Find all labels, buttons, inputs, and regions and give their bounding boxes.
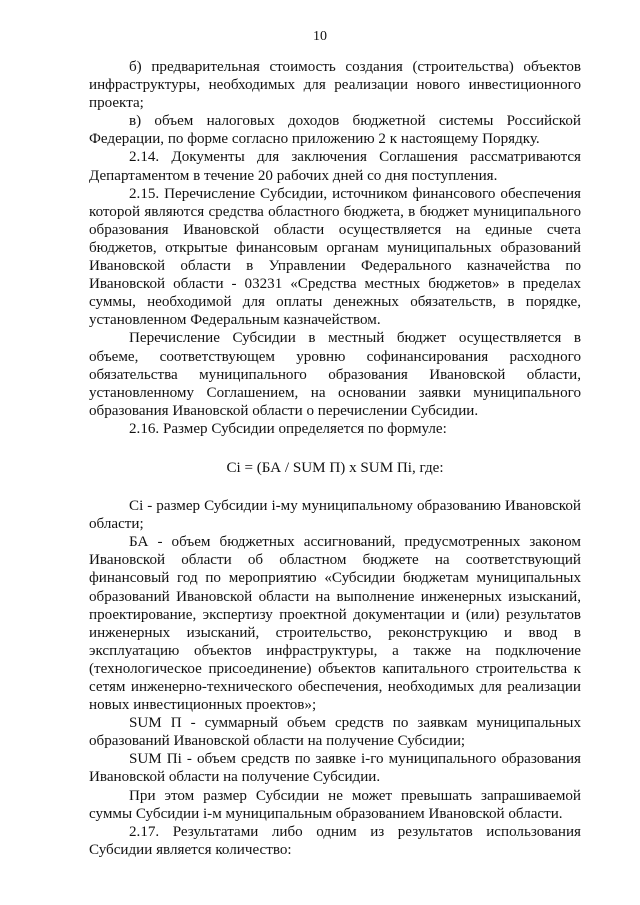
paragraph-item-v: в) объем налоговых доходов бюджетной системы Российской Федерации, по форме согласно приложению 2 к настоящему Порядку. — [89, 113, 581, 148]
document-body — [89, 58, 581, 859]
paragraph-2-16: 2.16. Размер Субсидии определяется по формуле: — [129, 420, 447, 437]
paragraph-limit: При этом размер Субсидии не может превышать запрашиваемой суммы Субсидии i-м муниципальным образованием Ивановской области. — [89, 787, 581, 822]
definition-ba: БА - объем бюджетных ассигнований, предусмотренных законом Ивановской области об областном бюджете на соответствующий финансовый год по мероприятию «Субсидии бюджетам муниципальных образований Ивановской области на выполнение инженерных изысканий, проектирование, экспертизу проектной документации и (или) результатов инженерных изысканий, строительство, реконструкцию и ввод в эксплуатацию объектов инфраструктуры, а также на подключение (технологическое присоединение) объектов капитального строительства к сетям инженерно-технического обеспечения, необходимых для реализации новых инвестиционных проектов»; — [89, 534, 581, 714]
definition-ci: Ci - размер Субсидии i-му муниципальному образованию Ивановской области; — [89, 498, 581, 533]
paragraph-transfer: Перечисление Субсидии в местный бюджет осуществляется в объеме, соответствующем уровню софинансирования расходного обязательства муниципального образования Ивановской области, установленному Соглашением, на основании заявки муниципального образования Ивановской области о перечислении Субсидии. — [89, 330, 581, 419]
paragraph-2-15: 2.15. Перечисление Субсидии, источником финансового обеспечения которой являются средства областного бюджета, в бюджет муниципального образования Ивановской области осуществляется на единые счета бюджетов, открытые финансовым органам муниципальных образований Ивановской области в Управлении Федерального казначейства по Ивановской области - 03231 «Средства местных бюджетов» в пределах суммы, необходимой для оплаты денежных обязательств, в порядке, установленном Федеральным казначейством. — [89, 185, 581, 329]
definition-sum-pi: SUM Пi - объем средств по заявке i-го муниципального образования Ивановской области на получение Субсидии. — [89, 751, 581, 786]
paragraph-2-14: 2.14. Документы для заключения Соглашения рассматриваются Департаментом в течение 20 рабочих дней со дня поступления. — [89, 149, 581, 184]
page-number: 10 — [313, 29, 327, 44]
subsidy-formula: Ci = (БА / SUM П) x SUM Пi, где: — [226, 459, 444, 476]
definition-sum-p: SUM П - суммарный объем средств по заявкам муниципальных образований Ивановской области на получение Субсидии; — [89, 715, 581, 750]
paragraph-2-17: 2.17. Результатами либо одним из результатов использования Субсидии является количество: — [89, 823, 581, 858]
paragraph-item-b: б) предварительная стоимость создания (строительства) объектов инфраструктуры, необходимых для реализации нового инвестиционного проекта; — [89, 59, 581, 112]
